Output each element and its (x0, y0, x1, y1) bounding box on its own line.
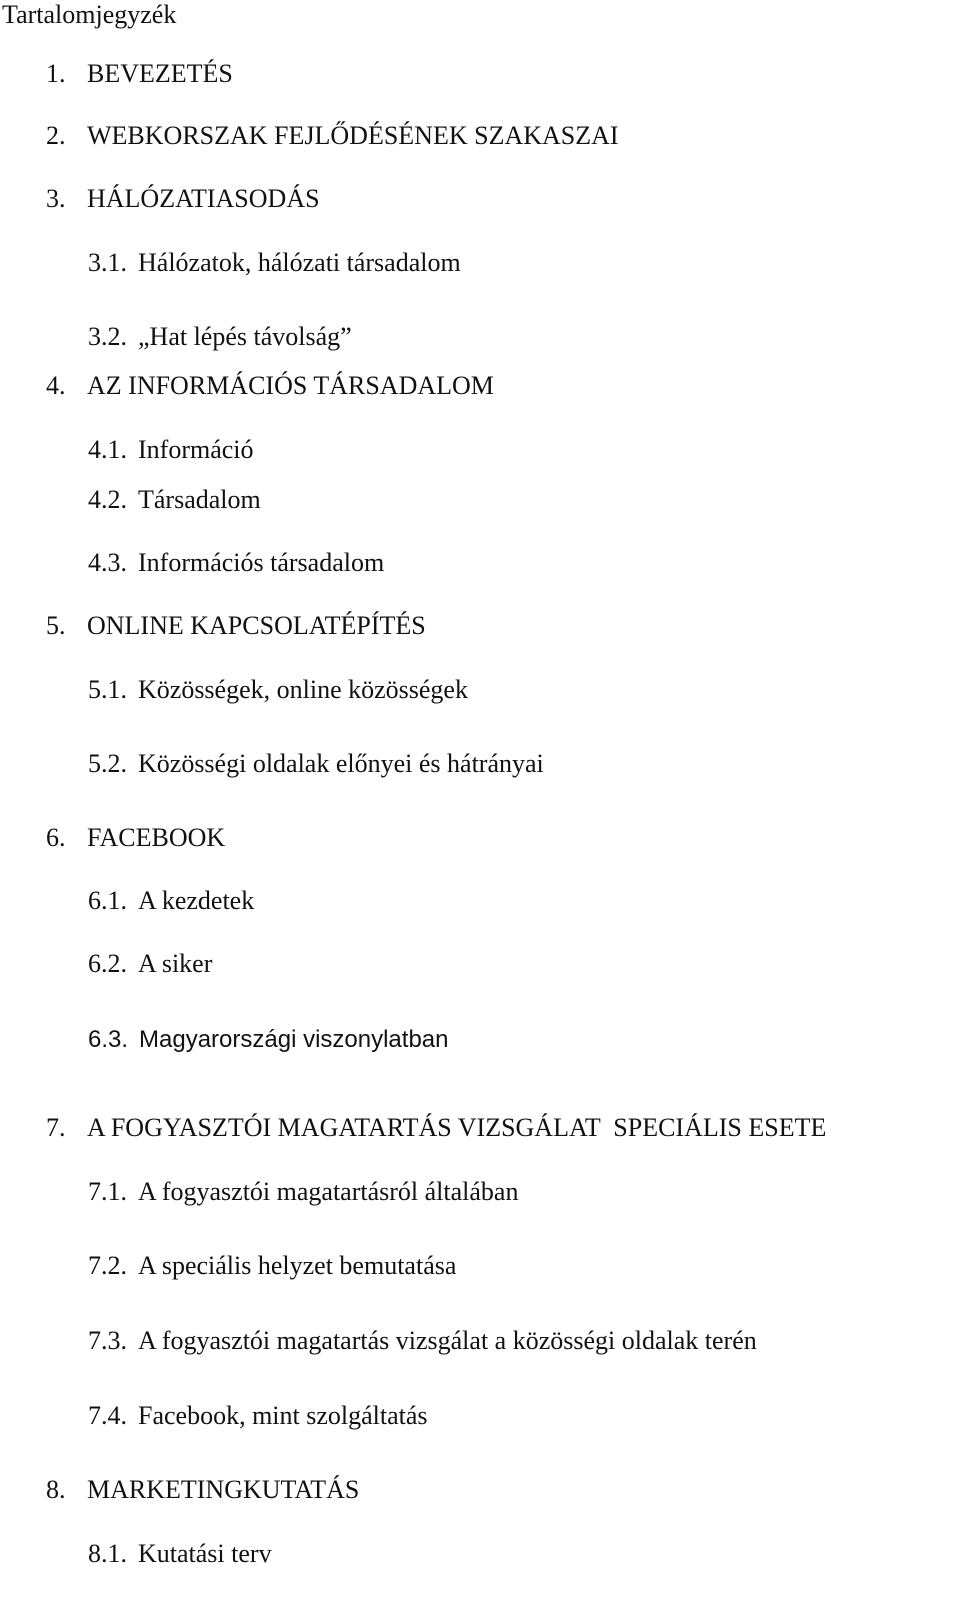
toc-entry-5-2 (88, 749, 544, 779)
toc-entry-label: Társadalom (138, 485, 261, 514)
toc-entry-label: A speciális helyzet bemutatása (138, 1251, 457, 1280)
toc-entry-8 (46, 1475, 359, 1505)
toc-entry-label: AZ INFORMÁCIÓS TÁRSADALOM (87, 371, 494, 400)
toc-entry-7-2 (88, 1251, 456, 1281)
toc-entry-number: 4. (46, 371, 66, 400)
toc-entry-label: FACEBOOK (87, 823, 226, 852)
toc-entry-label: WEBKORSZAK FEJLŐDÉSÉNEK SZAKASZAI (87, 121, 619, 150)
toc-entry-1 (46, 59, 233, 89)
toc-entry-3-2 (88, 322, 352, 352)
toc-entry-7-4 (88, 1401, 428, 1431)
toc-entry-3-1 (88, 248, 461, 278)
toc-entry-2 (46, 121, 619, 151)
toc-entry-number: 6.3. (88, 1026, 129, 1053)
toc-entry-number: 5.1. (88, 675, 127, 704)
toc-entry-label: Facebook, mint szolgáltatás (138, 1401, 428, 1430)
toc-entry-number: 5. (46, 611, 66, 640)
toc-entry-number: 3.2. (88, 322, 127, 351)
toc-entry-7-1 (88, 1177, 518, 1207)
toc-entry-number: 7.2. (88, 1251, 127, 1280)
toc-entry-number: 6.1. (88, 886, 127, 915)
toc-entry-label: HÁLÓZATIASODÁS (87, 184, 320, 213)
toc-entry-label: Információs társadalom (138, 548, 385, 577)
toc-entry-4 (46, 371, 494, 401)
toc-entry-number: 4.2. (88, 485, 127, 514)
toc-entry-label: Információ (138, 435, 254, 464)
toc-entry-7 (46, 1113, 826, 1143)
toc-entry-4-2 (88, 485, 261, 515)
toc-entry-number: 8. (46, 1475, 66, 1504)
toc-entry-label: A fogyasztói magatartásról általában (138, 1177, 519, 1206)
toc-entry-number: 3. (46, 184, 66, 213)
toc-entry-4-1 (88, 435, 254, 465)
toc-entry-6 (46, 823, 225, 853)
toc-entry-label: Hálózatok, hálózati társadalom (138, 248, 461, 277)
toc-entry-3 (46, 184, 320, 214)
toc-entry-number: 6. (46, 823, 66, 852)
toc-entry-6-2 (88, 949, 212, 979)
toc-entry-number: 7.4. (88, 1401, 127, 1430)
toc-entry-number: 7.1. (88, 1177, 127, 1206)
toc-entry-label: Közösségek, online közösségek (138, 675, 468, 704)
toc-entry-label: A kezdetek (138, 886, 255, 915)
toc-entry-4-3 (88, 548, 384, 578)
toc-entry-number: 5.2. (88, 749, 127, 778)
toc-entry-5-1 (88, 675, 468, 705)
toc-entry-label: ONLINE KAPCSOLATÉPÍTÉS (87, 611, 426, 640)
toc-entry-8-1 (88, 1539, 272, 1569)
toc-entry-number: 4.3. (88, 548, 127, 577)
toc-entry-label: A siker (138, 949, 213, 978)
page-title: Tartalomjegyzék (2, 0, 177, 29)
toc-entry-number: 2. (46, 121, 66, 150)
toc-entry-label: MARKETINGKUTATÁS (87, 1475, 360, 1504)
toc-entry-label: Magyarországi viszonylatban (139, 1026, 449, 1053)
toc-entry-number: 4.1. (88, 435, 127, 464)
toc-entry-number: 8.1. (88, 1539, 127, 1568)
toc-entry-label: A fogyasztói magatartás vizsgálat a közösségi oldalak terén (138, 1326, 757, 1355)
toc-entry-label: BEVEZETÉS (87, 59, 233, 88)
toc-entry-label: „Hat lépés távolság” (138, 322, 352, 351)
toc-entry-label: A FOGYASZTÓI MAGATARTÁS VIZSGÁLAT SPECIÁLIS ESETE (87, 1113, 827, 1142)
toc-entry-label: Kutatási terv (138, 1539, 272, 1568)
toc-entry-number: 3.1. (88, 248, 127, 277)
toc-entry-number: 1. (46, 59, 66, 88)
toc-entry-7-3 (88, 1326, 757, 1356)
toc-entry-6-1 (88, 886, 254, 916)
toc-entry-number: 7.3. (88, 1326, 127, 1355)
toc-entry-5 (46, 611, 426, 641)
toc-entry-number: 7. (46, 1113, 66, 1142)
toc-entry-6-3 (88, 1025, 448, 1055)
toc-entry-number: 6.2. (88, 949, 127, 978)
toc-entry-label: Közösségi oldalak előnyei és hátrányai (138, 749, 544, 778)
